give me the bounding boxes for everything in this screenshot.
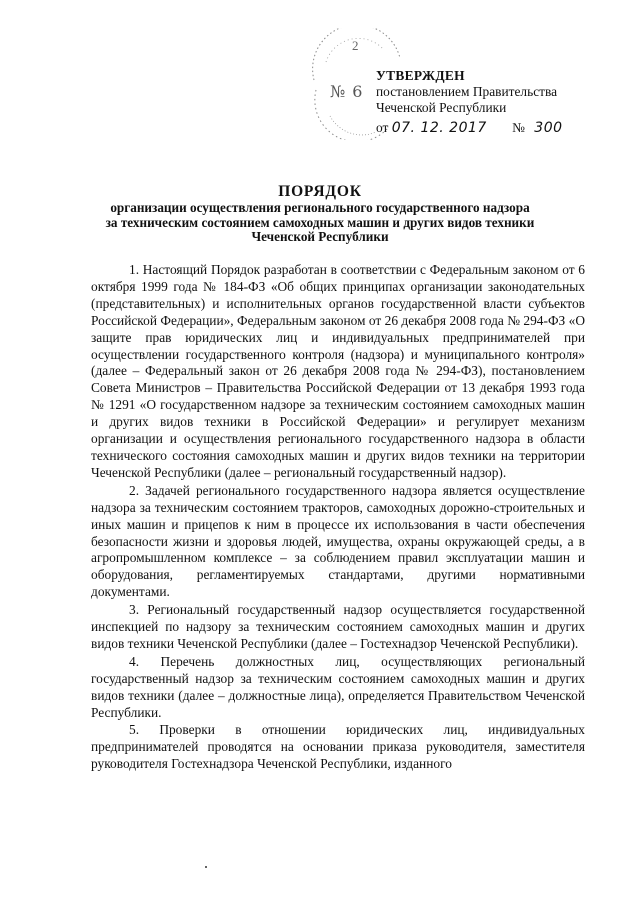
approval-date: 07. 12. 2017 — [391, 120, 487, 136]
paragraph-2: 2. Задачей регионального государственного надзора является осуществление надзора за техническим состоянием тракторов, самоходных дорожно-строительных и иных машин и прицепов к ним в процессе их использования в части обеспечения безопасности жизни и здоровья людей, имущества, охраны окружающей среды, а в агропромышленном комплексе – за соблюдением правил эксплуатации машин и оборудования, регламентируемых стандартами, другими нормативными документами. — [91, 482, 585, 600]
scan-speck — [205, 866, 207, 868]
approval-line-1: постановлением Правительства — [376, 84, 558, 99]
approval-number: 300 — [534, 120, 563, 136]
document-subtitle — [92, 201, 548, 245]
number-label: № — [512, 120, 525, 135]
approval-line-2: Чеченской Республики — [376, 100, 507, 115]
subtitle-line: за техническим состоянием самоходных машин и других видов техники — [105, 214, 535, 230]
paragraph-1: 1. Настоящий Порядок разработан в соответствии с Федеральным законом от 6 октября 1999 года № 184-ФЗ «Об общих принципах организации законодательных (представительных) и исполнительных органов государственной власти субъектов Российской Федерации», Федеральным законом от 26 декабря 2008 года № 294-ФЗ «О защите прав юридических лиц и индивидуальных предпринимателей при осуществлении государственного контроля (надзора) и муниципального контроля» (далее – Федеральный закон от 26 декабря 2008 года № 294-ФЗ), постановлением Совета Министров – Правительства Российской Федерации от 13 декабря 1993 года № 1291 «О государственном надзоре за техническим состоянием самоходных машин и других видов техники в Российской Федерации» и регулирует механизм организации и осуществления регионального государственного надзора в области технического состояния самоходных машин и других видов техники на территории Чеченской Республики (далее – региональный государственный надзор). — [91, 262, 585, 480]
paragraph-5: 5. Проверки в отношении юридических лиц, индивидуальных предпринимателей проводятся на основании приказа руководителя, заместителя руководителя Гостехнадзора Чеченской Республики, изданного — [91, 722, 585, 772]
approval-title: УТВЕРЖДЕН — [376, 68, 465, 83]
paragraph-3: 3. Региональный государственный надзор осуществляется государственной инспекцией по надзору за техническим состоянием самоходных машин и других видов техники Чеченской Республики (далее – Гостехнадзор Чеченской Республики). — [91, 602, 585, 651]
approval-block — [376, 68, 616, 136]
document-title: ПОРЯДОК — [278, 183, 362, 200]
document-body — [91, 262, 585, 774]
approval-date-row — [376, 120, 616, 136]
date-prefix: от — [376, 120, 389, 135]
paragraph-4: 4. Перечень должностных лиц, осуществляющих региональный государственный надзор за техническим состоянием самоходных машин и других видов техники (далее – должностные лица), определяется Правительством Чеченской Республики. — [91, 653, 585, 720]
subtitle-line: Чеченской Республики — [251, 229, 389, 244]
page-mark: 2 — [352, 38, 359, 53]
stamp-number: № 6 — [330, 82, 364, 101]
subtitle-line: организации осуществления регионального государственного надзора — [110, 200, 530, 215]
